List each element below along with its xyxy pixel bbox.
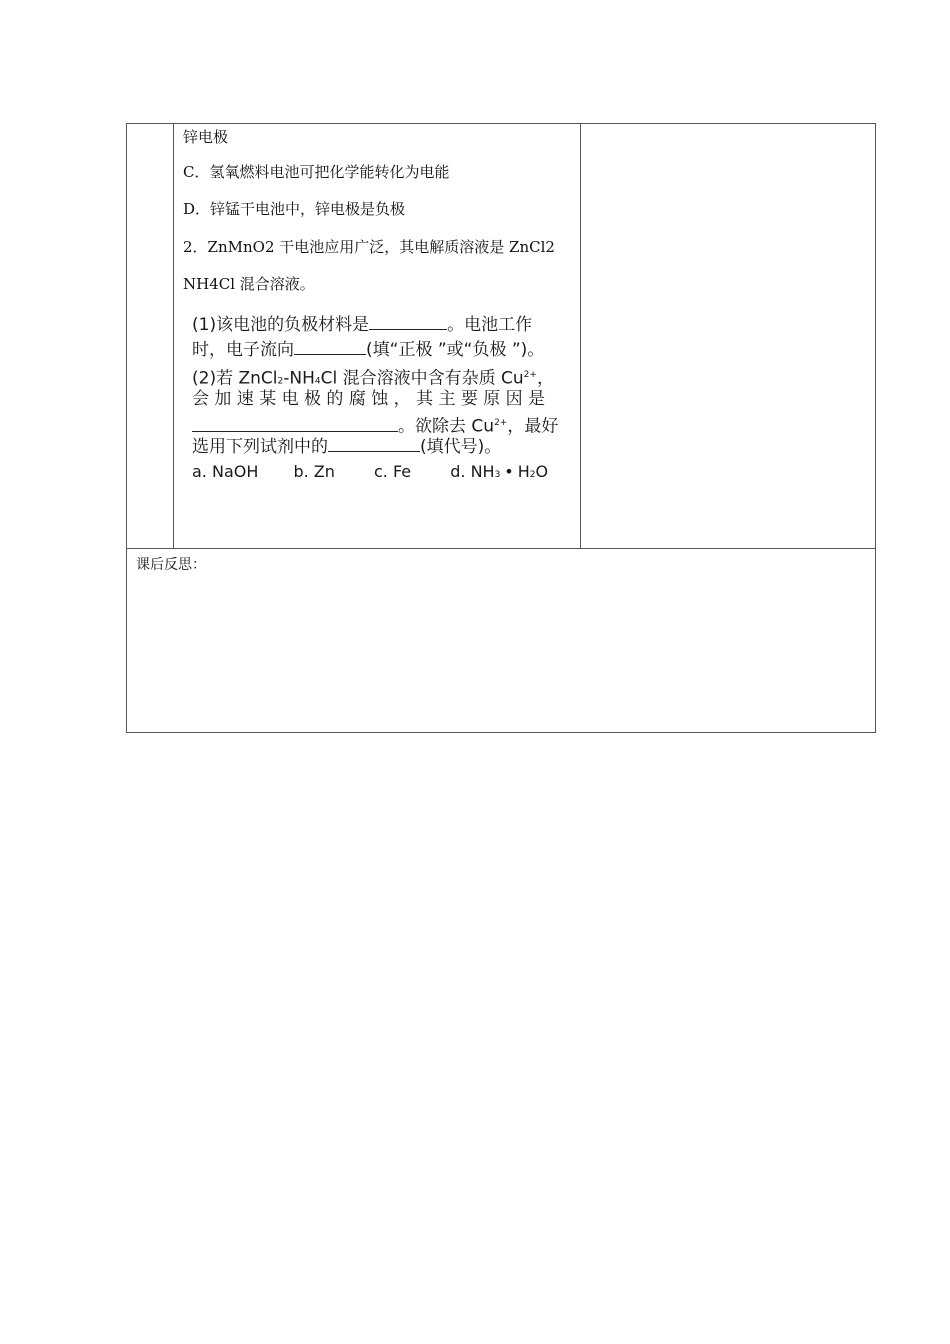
image-text: 2: [277, 376, 284, 387]
image-text: 2+: [494, 418, 508, 428]
image-text: -NH: [283, 368, 315, 389]
option-a-naoh: a. NaOH: [192, 462, 259, 481]
image-text: 4: [314, 376, 321, 387]
question-2-line-1: 2．ZnMnO2 干电池应用广泛，其电解质溶液是 ZnCl2: [183, 238, 555, 256]
image-line-3: [192, 365, 554, 392]
image-text: Cl 混合溶液中含有杂质 Cu: [320, 368, 524, 389]
image-text: ，: [536, 368, 554, 389]
image-text: ，最好: [507, 416, 559, 437]
answer-blank: [328, 437, 420, 452]
image-line-4: [192, 389, 545, 409]
table-divider-left: [173, 123, 174, 549]
image-text: 时，电子流向: [192, 340, 294, 360]
image-options: [192, 462, 548, 485]
table-divider-row: [126, 548, 876, 549]
image-text: 。电池工作: [447, 315, 533, 335]
image-text: H: [517, 462, 530, 481]
image-line-1: [192, 315, 532, 335]
answer-blank: [192, 417, 398, 432]
answer-blank: [369, 315, 447, 330]
image-text: 2+: [523, 370, 537, 380]
image-line-6: [192, 437, 501, 457]
option-c-fe: c. Fe: [374, 462, 412, 481]
image-text: •: [504, 462, 514, 481]
zinc-electrode-text: 锌电极: [183, 128, 229, 146]
image-text: O: [535, 462, 549, 481]
image-text: (2)若 ZnCl: [192, 368, 278, 389]
option-d-ammonia: [450, 462, 548, 481]
image-text: d. NH: [450, 462, 495, 481]
table-divider-middle: [580, 123, 581, 549]
image-text: 。欲除去 Cu: [398, 416, 495, 437]
image-text: (填“正极 ”或“负极 ”)。: [366, 340, 545, 360]
option-c: C．氢氧燃料电池可把化学能转化为电能: [183, 163, 450, 181]
image-text: 会 加 速 某 电 极 的 腐 蚀 ， 其 主 要 原 因 是: [192, 389, 546, 409]
option-b-zn: b. Zn: [293, 462, 335, 481]
image-line-2: [192, 340, 544, 360]
option-d: D．锌锰干电池中，锌电极是负极: [183, 200, 406, 218]
image-line-5: [192, 413, 558, 437]
image-text: 2: [529, 470, 536, 480]
answer-blank: [294, 340, 366, 355]
question-2-line-2: NH4Cl 混合溶液。: [183, 275, 315, 293]
image-text: (1)该电池的负极材料是: [192, 315, 370, 335]
reflection-label: 课后反思：: [136, 557, 206, 573]
image-text: 3: [494, 470, 501, 480]
image-text: 选用下列试剂中的: [192, 437, 328, 457]
image-text: (填代号)。: [420, 437, 502, 457]
